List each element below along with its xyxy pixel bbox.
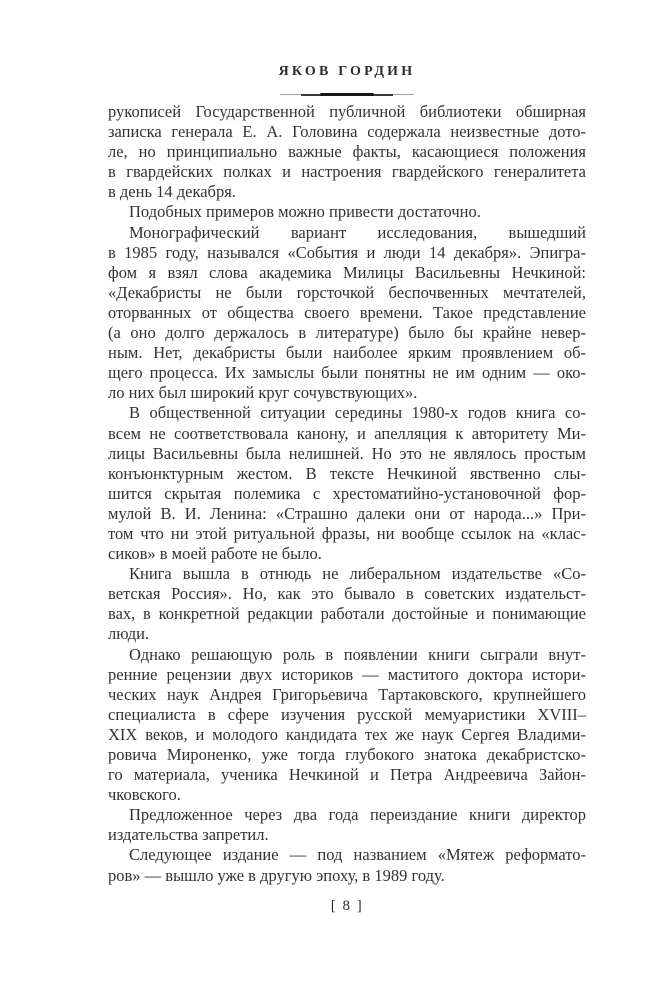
text-line: всем не соответствовала канону, и апелляция к авторитету Ми- xyxy=(108,423,586,443)
page-number: [ 8 ] xyxy=(330,898,364,914)
text-line: (а оно долго держалось в литературе) было бы крайне невер- xyxy=(108,323,586,343)
paragraph xyxy=(108,403,586,564)
running-head-author: ЯКОВ ГОРДИН xyxy=(278,64,416,79)
text-line: XIX веков, и молодого кандидата тех же наук Сергея Владими- xyxy=(108,724,586,744)
body-text xyxy=(108,102,586,886)
paragraph xyxy=(108,564,586,644)
text-line: В общественной ситуации середины 1980-х годов книга со- xyxy=(129,403,586,423)
text-line: ровича Мироненко, уже тогда глубокого знатока декабристско- xyxy=(108,745,586,764)
ornament-thick-line xyxy=(320,93,374,96)
header-ornament-rule xyxy=(108,92,586,97)
text-line: Подобных примеров можно привести достаточно. xyxy=(129,202,481,222)
text-line: ренние рецензии двух историков — маститого доктора истори- xyxy=(108,664,586,684)
paragraph xyxy=(108,645,586,806)
paragraph xyxy=(108,805,586,845)
text-line: сиков» в моей работе не было. xyxy=(108,544,322,564)
text-line: Следующее издание — под названием «Мятеж реформато- xyxy=(129,845,586,865)
text-line: фом я взял слова академика Милицы Васильевны Нечкиной: xyxy=(108,262,586,282)
text-line: в 1985 году, назывался «События и люди 14 декабря». Эпигра- xyxy=(108,242,586,262)
text-line: щего процесса. Их замыслы были понятны не им одним — око- xyxy=(108,363,586,383)
text-line: Книга вышла в отнюдь не либеральном издательстве «Со- xyxy=(129,564,586,584)
paragraph xyxy=(108,845,586,885)
text-line: чковского. xyxy=(108,785,181,805)
text-line: специалиста в сфере изучения русской мемуаристики XVIII– xyxy=(108,704,586,724)
text-line: лицы Васильевны была нелишней. Но это не являлось простым xyxy=(108,443,586,463)
text-line: «Декабристы не были горсточкой беспочвенных мечтателей, xyxy=(108,282,586,302)
text-line: ным. Нет, декабристы были наиболее ярким проявлением об- xyxy=(108,343,586,363)
text-line: том что ни этой ритуальной фразы, ни вообще ссылок на «клас- xyxy=(108,523,586,543)
text-line: го материала, ученика Нечкиной и Петра Андреевича Зайон- xyxy=(108,765,586,785)
text-line: ло них был широкий круг сочувствующих». xyxy=(108,383,418,403)
text-line: ветская Россия». Но, как это бывало в советских издательст- xyxy=(108,584,586,604)
text-line: ческих наук Андрея Григорьевича Тартаковского, крупнейшего xyxy=(108,684,586,704)
text-line: в гвардейских полках и настроения гвардейского генералитета xyxy=(108,162,586,182)
text-line: издательства запретил. xyxy=(108,825,269,845)
paragraph xyxy=(108,223,586,404)
text-line: конъюнктурным жестом. В тексте Нечкиной явственно слы- xyxy=(108,463,586,483)
text-line: вах, в конкретной редакции работали достойные и понимающие xyxy=(108,604,586,624)
text-line: люди. xyxy=(108,624,150,644)
text-line: ле, но принципиально важные факты, касающиеся положения xyxy=(108,142,586,162)
text-line: Однако решающую роль в появлении книги сыграли внут- xyxy=(129,644,586,664)
text-line: шится скрытая полемика с хрестоматийно-установочной фор- xyxy=(108,483,586,503)
text-line: записка генерала Е. А. Головина содержала неизвестные дото- xyxy=(108,122,586,142)
paragraph xyxy=(108,102,586,202)
text-line: рукописей Государственной публичной библиотеки обширная xyxy=(108,102,586,121)
text-line: ров» — вышло уже в другую эпоху, в 1989 году. xyxy=(108,865,445,885)
paragraph xyxy=(108,202,586,222)
text-line: в день 14 декабря. xyxy=(108,182,236,202)
text-line: Предложенное через два года переиздание книги директор xyxy=(129,805,586,825)
text-line: оторванных от общества своего времени. Такое представление xyxy=(108,302,586,322)
text-line: мулой В. И. Ленина: «Страшно далеки они от народа...» При- xyxy=(108,503,586,523)
text-line: Монографический вариант исследования, вышедший xyxy=(129,222,586,242)
